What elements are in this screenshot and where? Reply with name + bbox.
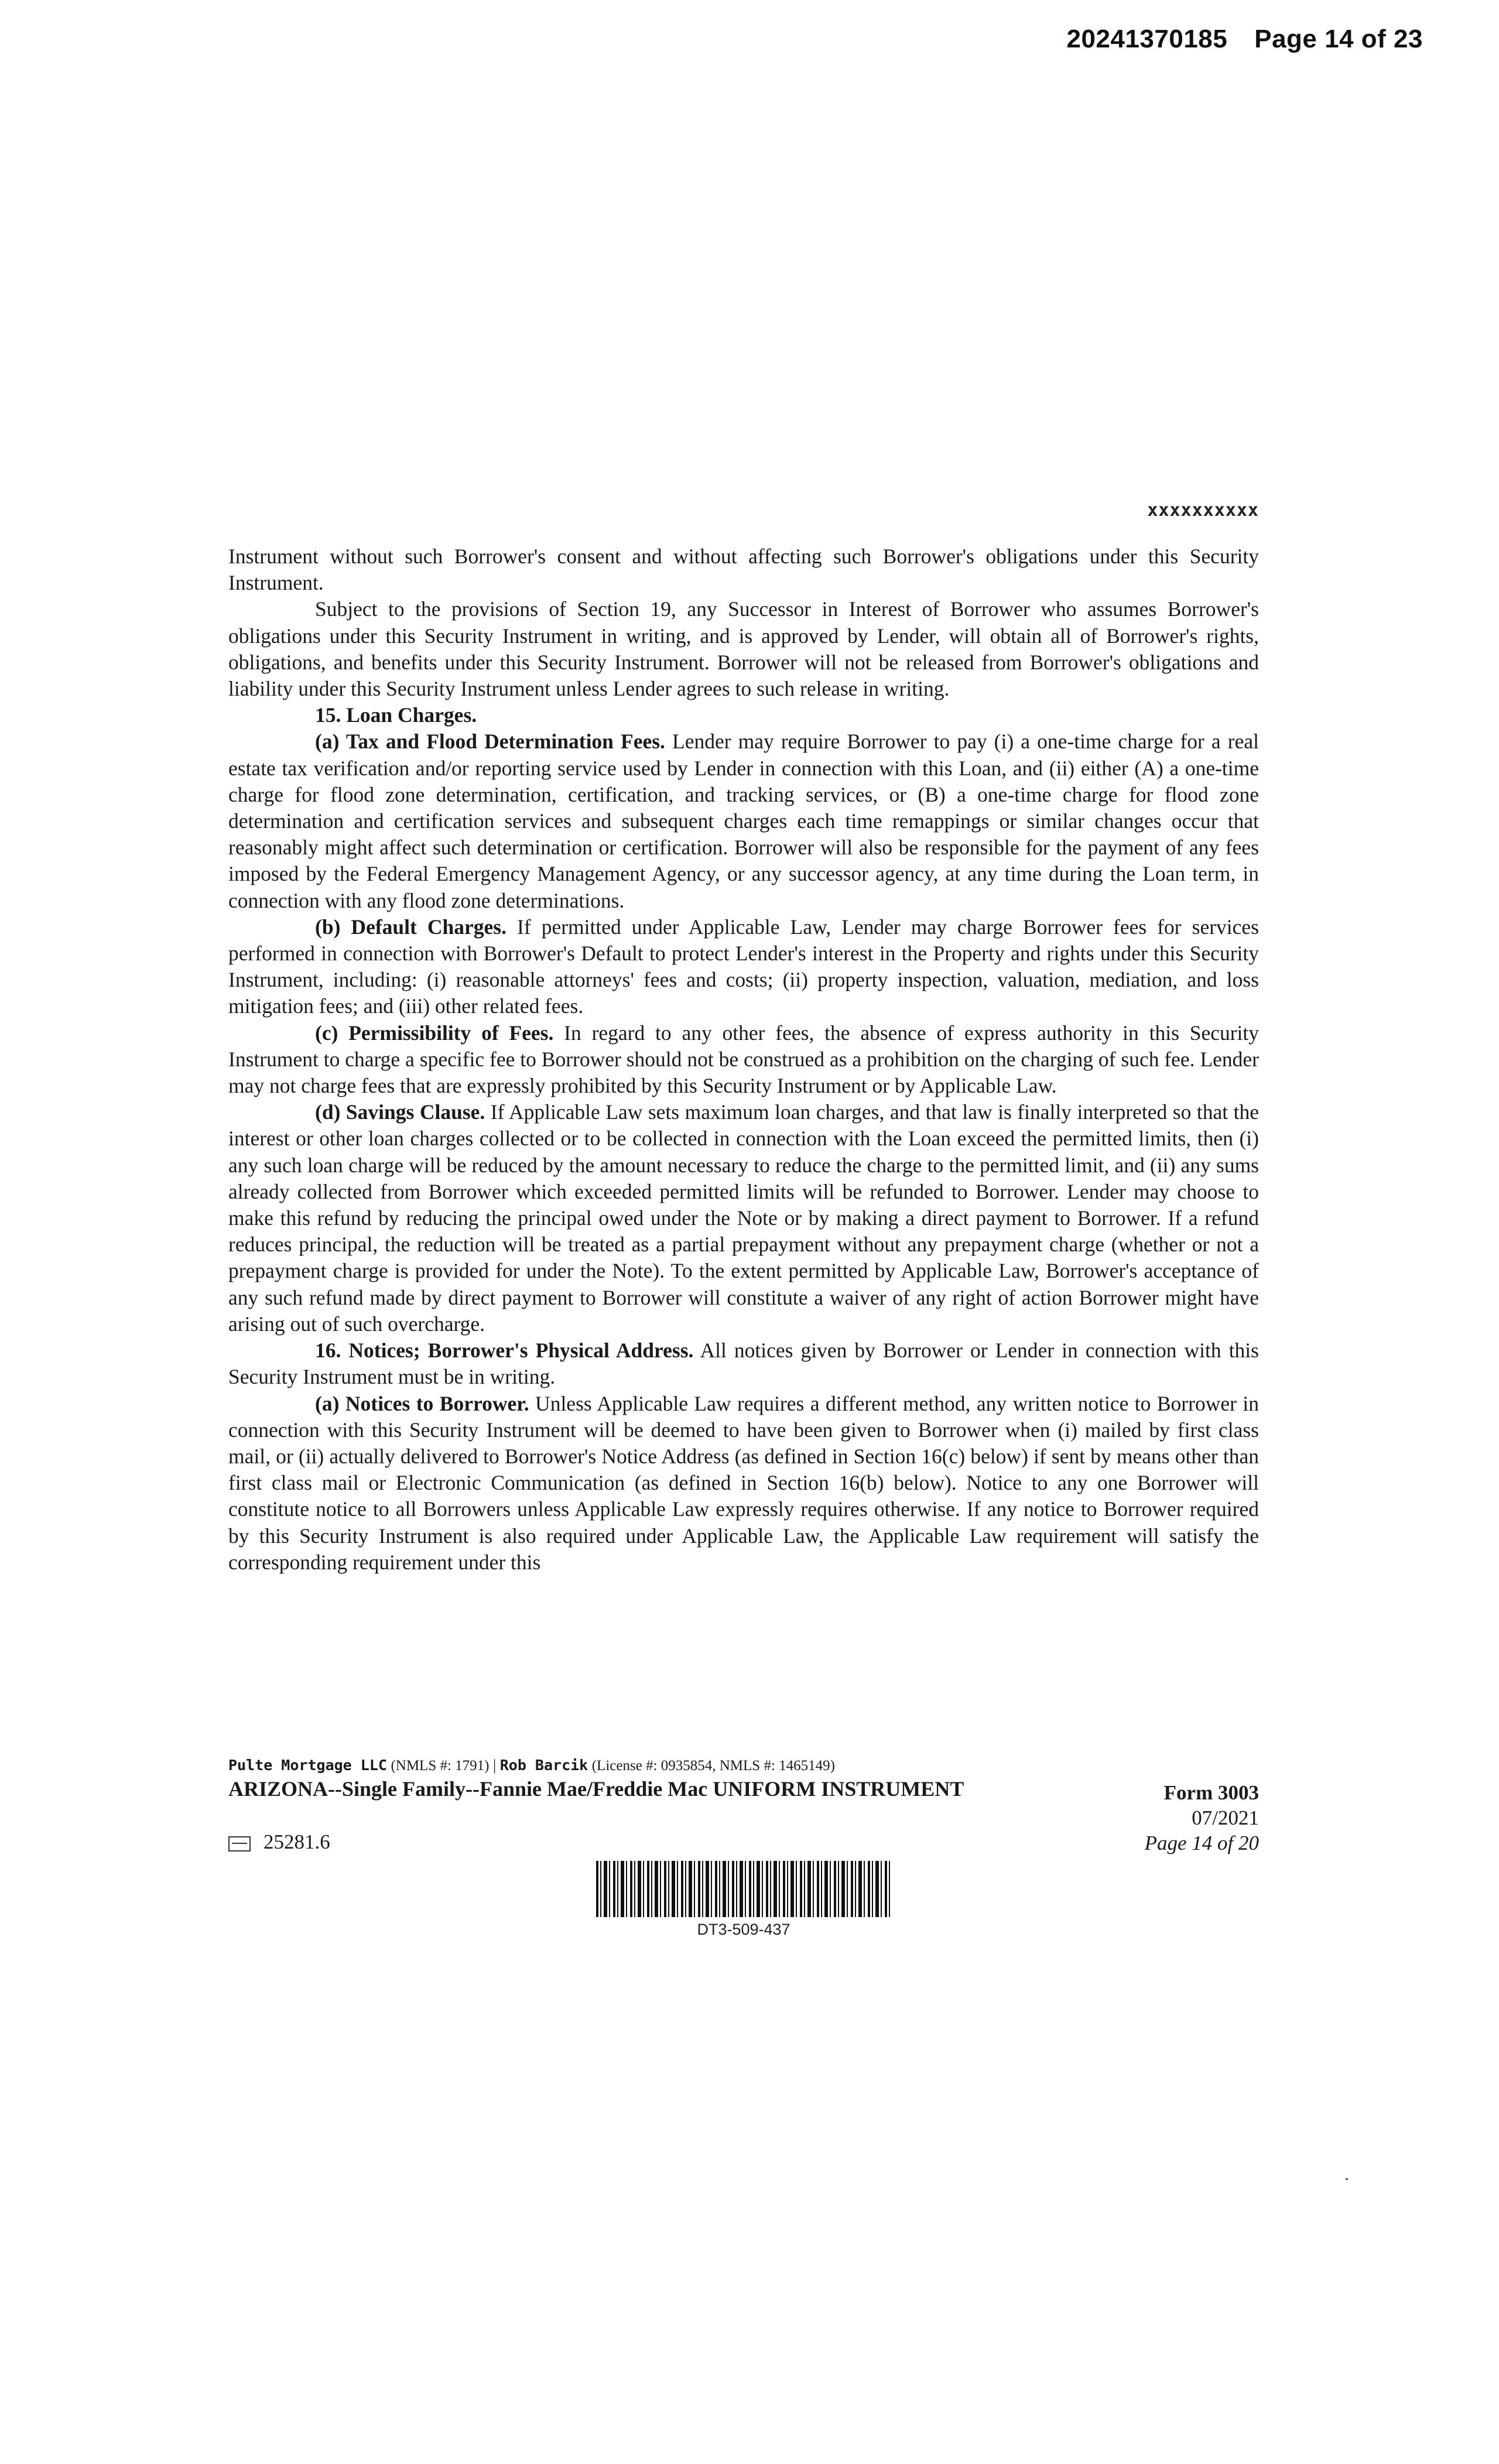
- section-15-heading: [228, 702, 1259, 728]
- barcode-text: DT3-509-437: [697, 1921, 790, 1938]
- doc-code: 25281.6: [263, 1830, 330, 1853]
- originator-license: (License #: 0935854, NMLS #: 1465149): [591, 1758, 835, 1774]
- preparer-line: [228, 1755, 1259, 1776]
- section-16a: [228, 1391, 1259, 1576]
- originator-name: Rob Barcik: [499, 1757, 588, 1774]
- document-footer: [228, 1755, 1259, 1854]
- section-15b-heading: (b) Default Charges.: [315, 915, 506, 939]
- section-15-title: 15. Loan Charges.: [315, 703, 477, 727]
- section-15c-heading: (c) Permissibility of Fees.: [315, 1021, 554, 1045]
- page-indicator: Page 14 of 23: [1254, 25, 1423, 53]
- doc-id: [228, 1830, 330, 1854]
- paragraph-successor: Subject to the provisions of Section 19, any Successor in Interest of Borrower who assumes Borrower's obligations under this Security Instrument in writing, and is approved by Lender, will obtain all of Borrower's rights, obligations, and benefits under this Security Instrument. Borrower will not be released from Borrower's obligations and liability under this Security Instrument unless Lender agrees to such release in writing.: [228, 597, 1259, 701]
- section-15c: [228, 1020, 1259, 1100]
- section-15b-text: If permitted under Applicable Law, Lender may charge Borrower fees for services performed in connection with Borrower's Default to protect Lender's interest in the Property and rights under this Security Instrument, including: (i) reasonable attorneys' fees and costs; (ii) property inspection, valuation, mediation, and loss mitigation fees; and (iii) other related fees.: [228, 915, 1259, 1018]
- document-icon: [228, 1836, 251, 1852]
- section-16-text: All notices given by Borrower or Lender in connection with this Security Instrument must be in writing.: [228, 1339, 1259, 1389]
- loan-number-mask: xxxxxxxxxx: [1147, 500, 1259, 521]
- lender-nmls: (NMLS #: 1791): [391, 1758, 490, 1774]
- section-16-heading: 16. Notices; Borrower's Physical Address.: [315, 1339, 694, 1363]
- lender-name: Pulte Mortgage LLC: [228, 1757, 387, 1774]
- section-16a-text: Unless Applicable Law requires a different method, any written notice to Borrower in connection with this Security Instrument will be deemed to have been given to Borrower when (i) mailed by first class mail, or (ii) actually delivered to Borrower's Notice Address (as defined in Section 16(c) below) if sent by means other than first class mail or Electronic Communication (as defined in Section 16(b) below). Notice to any one Borrower will constitute notice to all Borrowers unless Applicable Law expressly requires otherwise. If any notice to Borrower required by this Security Instrument is also required under Applicable Law, the Applicable Law requirement will satisfy the corresponding requirement under this: [228, 1391, 1259, 1574]
- state-prefix: ARIZONA--Single Family--: [228, 1777, 480, 1801]
- form-page: Page 14 of 20: [1144, 1832, 1259, 1854]
- section-15a-heading: (a) Tax and Flood Determination Fees.: [315, 730, 665, 754]
- section-15a: [228, 728, 1259, 913]
- recording-header: [1067, 25, 1423, 54]
- preparer-separator: |: [489, 1757, 500, 1774]
- scan-speck: [1346, 2178, 1348, 2180]
- paragraph-continuation: Instrument without such Borrower's consent and without affecting such Borrower's obligations under this Security Instrument.: [228, 545, 1259, 595]
- instrument-title: Fannie Mae/Freddie Mac UNIFORM INSTRUMENT: [479, 1777, 964, 1801]
- section-15a-text: Lender may require Borrower to pay (i) a one-time charge for a real estate tax verification and/or reporting service used by Lender in connection with this Loan, and (ii) either (A) a one-time charge for flood zone determination, certification, and tracking services, or (B) a one-time charge for flood zone determination and certification services and subsequent charges each time remappings or similar changes occur that reasonably might affect such determination or certification. Borrower will also be responsible for the payment of any fees imposed by the Federal Emergency Management Agency, or any successor agency, at any time during the Loan term, in connection with any flood zone determinations.: [228, 730, 1259, 912]
- barcode: [596, 1861, 891, 1917]
- section-15d-text: If Applicable Law sets maximum loan charges, and that law is finally interpreted so that the interest or other loan charges collected or to be collected in connection with the Loan exceed the permitted limits, then (i) any such loan charge will be reduced by the amount necessary to reduce the charge to the permitted limit, and (ii) any sums already collected from Borrower which exceeded permitted limits will be refunded to Borrower. Lender may choose to make this refund by reducing the principal owed under the Note or by making a direct payment to Borrower. If a refund reduces principal, the reduction will be treated as a partial prepayment without any prepayment charge (whether or not a prepayment charge is provided for under the Note). To the extent permitted by Applicable Law, Borrower's acceptance of any such refund made by direct payment to Borrower will constitute a waiver of any right of action Borrower might have arising out of such overcharge.: [228, 1100, 1259, 1336]
- section-16: [228, 1337, 1259, 1390]
- section-15d-heading: (d) Savings Clause.: [315, 1100, 485, 1124]
- recording-number: 20241370185: [1066, 25, 1228, 53]
- instrument-line: [228, 1776, 1259, 1802]
- form-date: 07/2021: [1192, 1806, 1259, 1829]
- form-info: [1145, 1780, 1259, 1856]
- document-body: [228, 543, 1259, 1576]
- form-number: Form 3003: [1163, 1781, 1259, 1804]
- section-15c-text: In regard to any other fees, the absence of express authority in this Security Instrument to charge a specific fee to Borrower should not be construed as a prohibition on the charging of such fee. Lender may not charge fees that are expressly prohibited by this Security Instrument or by Applicable Law.: [228, 1021, 1260, 1098]
- section-15b: [228, 914, 1259, 1020]
- section-16a-heading: (a) Notices to Borrower.: [315, 1391, 529, 1415]
- section-15d: [228, 1099, 1259, 1337]
